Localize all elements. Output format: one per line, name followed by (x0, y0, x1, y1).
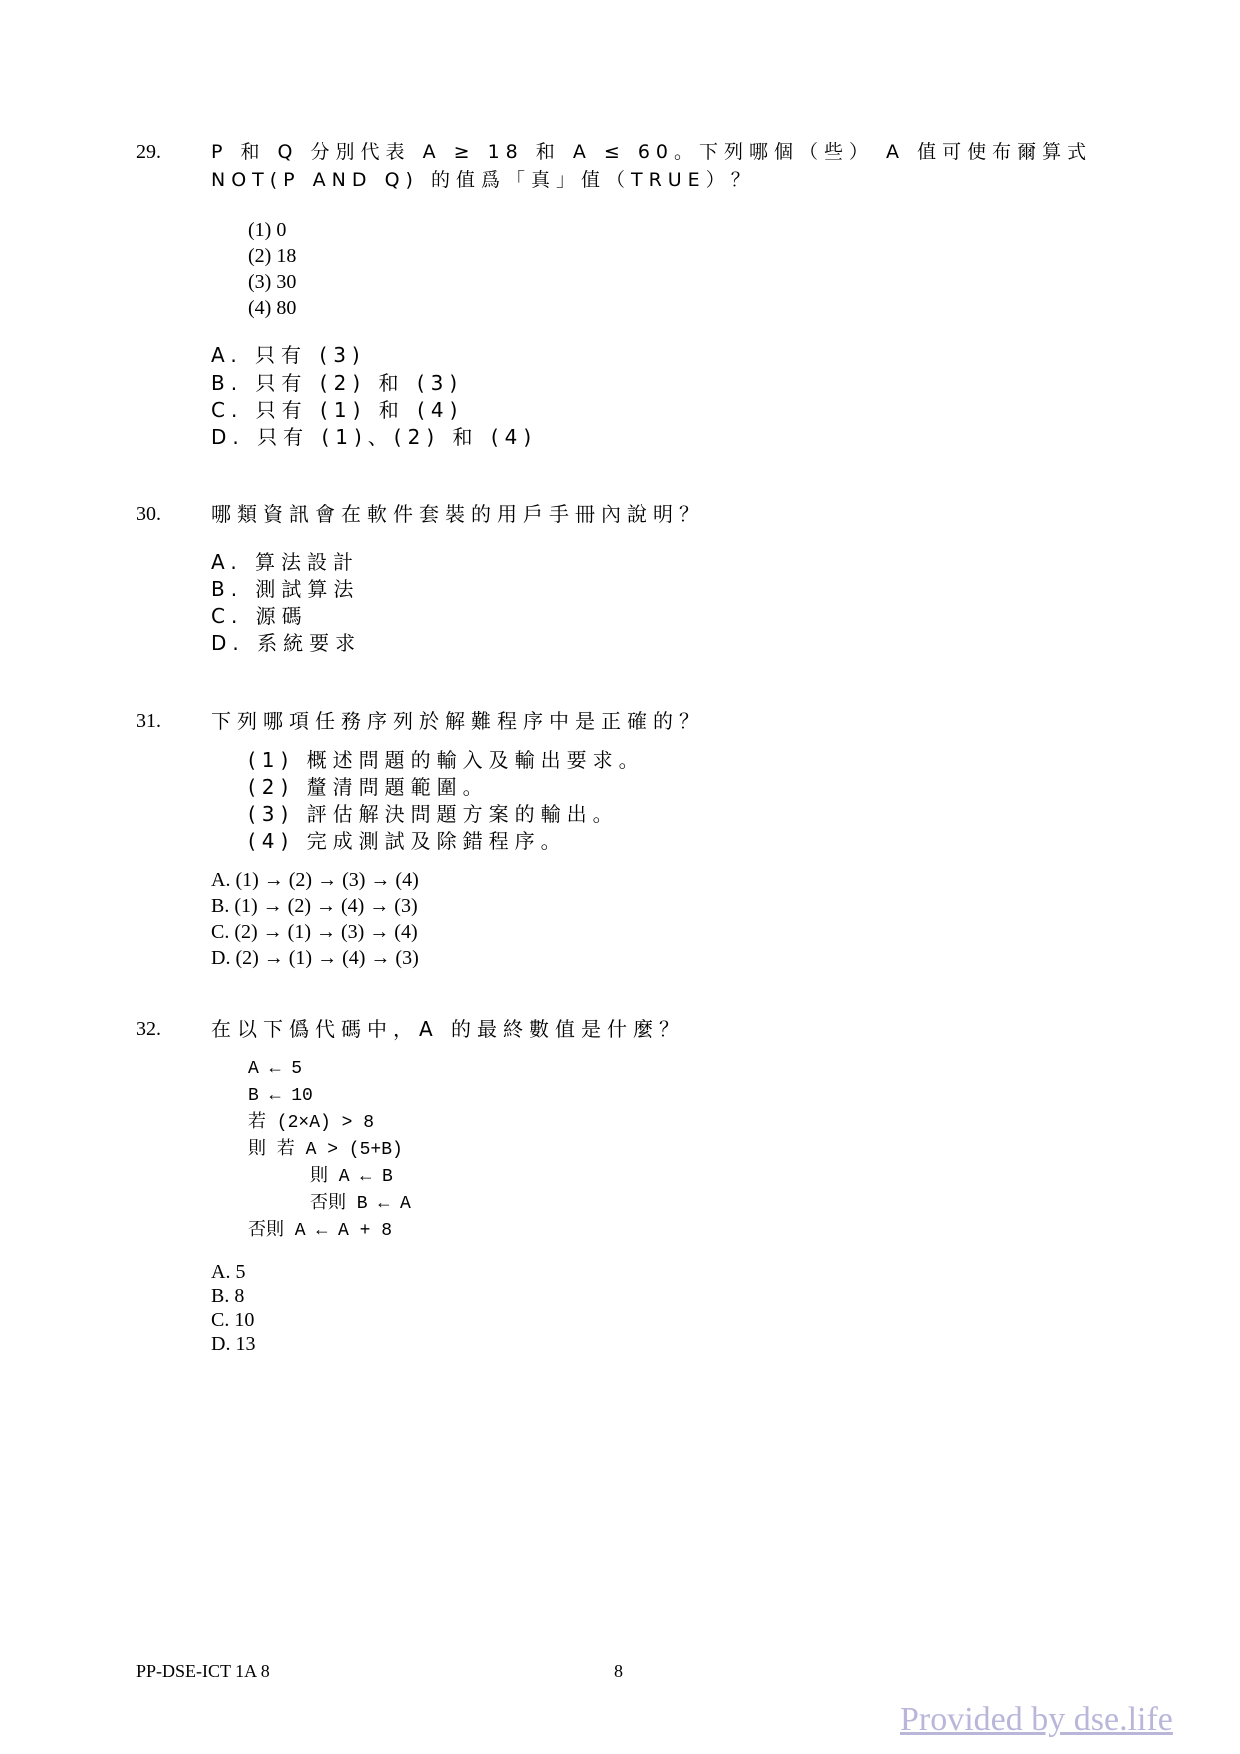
page-number: 8 (614, 1661, 623, 1681)
q31-option-c: C. (2) → (1) → (3) → (4) (211, 921, 418, 943)
pseudocode-line: 若 (2×A) > 8 (248, 1113, 375, 1133)
q31-option-a: A. (1) → (2) → (3) → (4) (211, 869, 419, 891)
question-number-32: 32. (136, 1018, 161, 1040)
q30-option-b: B. 測試算法 (211, 577, 360, 601)
q29-item: (2) 18 (248, 245, 297, 267)
q31-item: (1) 概述問題的輸入及輸出要求。 (248, 748, 645, 772)
q31-option-d: D. (2) → (1) → (4) → (3) (211, 947, 419, 969)
q30-option-d: D. 系統要求 (211, 631, 362, 655)
q29-item: (3) 30 (248, 271, 297, 293)
q31-item: (3) 評估解決問題方案的輸出。 (248, 802, 619, 826)
q30-option-c: C. 源碼 (211, 604, 308, 628)
q32-stem: 在以下僞代碼中，A 的最終數值是什麼？ (211, 1017, 686, 1041)
pseudocode-line: 則 若 A > (5+B) (248, 1140, 403, 1160)
q29-option-c: C. 只有 (1) 和 (4) (211, 398, 464, 422)
watermark-link[interactable]: Provided by dse.life (900, 1701, 1173, 1738)
q29-item: (4) 80 (248, 297, 297, 319)
question-number-31: 31. (136, 710, 161, 732)
q29-item: (1) 0 (248, 219, 287, 241)
q31-stem: 下列哪項任務序列於解難程序中是正確的？ (211, 709, 705, 733)
q29-stem-line1: P 和 Q 分別代表 A ≥ 18 和 A ≤ 60。下列哪個（些） A 值可使布爾算式 (211, 141, 1093, 163)
question-number-29: 29. (136, 141, 161, 163)
q31-item: (4) 完成測試及除錯程序。 (248, 829, 567, 853)
pseudocode-line: 否則 B ← A (310, 1194, 411, 1214)
q29-option-b: B. 只有 (2) 和 (3) (211, 371, 464, 395)
paper-code: PP-DSE-ICT 1A 8 (136, 1661, 270, 1681)
pseudocode-line: 則 A ← B (310, 1167, 393, 1187)
q30-stem: 哪類資訊會在軟件套裝的用戶手冊內說明？ (211, 502, 705, 526)
q31-item: (2) 釐清問題範圍。 (248, 775, 489, 799)
q29-option-a: A. 只有 (3) (211, 343, 366, 367)
pseudocode-line: B ← 10 (248, 1086, 313, 1106)
q30-option-a: A. 算法設計 (211, 550, 360, 574)
q32-option-c: C. 10 (211, 1309, 255, 1331)
q29-stem-line2: NOT(P AND Q) 的值爲「真」值（TRUE）？ (211, 169, 756, 191)
question-number-30: 30. (136, 503, 161, 525)
q32-option-b: B. 8 (211, 1285, 245, 1307)
pseudocode-line: 否則 A ← A + 8 (248, 1221, 393, 1241)
q32-option-d: D. 13 (211, 1333, 256, 1355)
q32-option-a: A. 5 (211, 1261, 246, 1283)
q31-option-b: B. (1) → (2) → (4) → (3) (211, 895, 418, 917)
pseudocode-line: A ← 5 (248, 1059, 303, 1079)
q29-option-d: D. 只有 (1)、(2) 和 (4) (211, 425, 538, 449)
